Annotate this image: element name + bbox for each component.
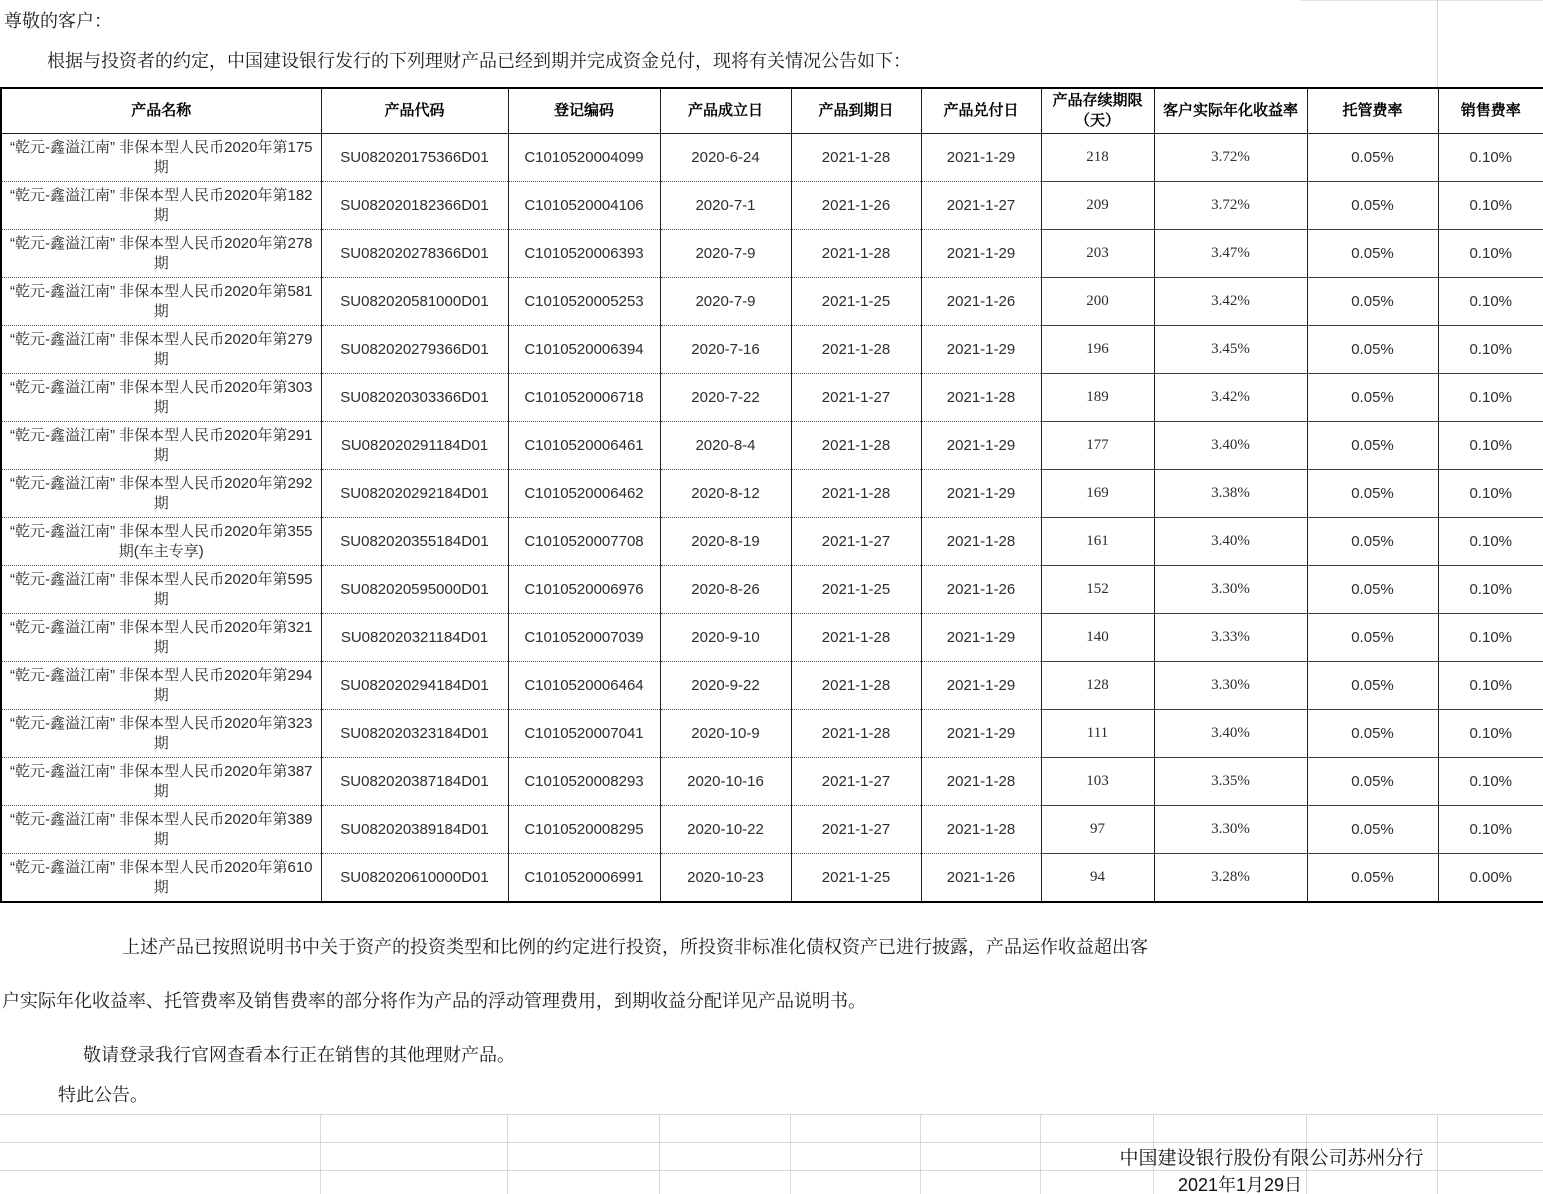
table-cell: 2020-9-22 xyxy=(660,662,791,710)
table-row xyxy=(1,758,1543,806)
table-cell: 0.05% xyxy=(1307,806,1438,854)
table-cell: SU082020321184D01 xyxy=(321,614,508,662)
table-cell: 0.05% xyxy=(1307,470,1438,518)
table-cell: 0.10% xyxy=(1438,614,1543,662)
table-row xyxy=(1,710,1543,758)
table-cell: 2020-7-1 xyxy=(660,182,791,230)
table-cell: 218 xyxy=(1041,134,1154,182)
table-cell: 169 xyxy=(1041,470,1154,518)
top-gridline xyxy=(1300,0,1543,1)
table-cell: 0.05% xyxy=(1307,326,1438,374)
table-cell: “乾元-鑫溢江南” 非保本型人民币2020年第389期 xyxy=(1,806,321,854)
table-cell: 0.05% xyxy=(1307,278,1438,326)
table-cell: 2021-1-28 xyxy=(791,470,921,518)
table-cell: 3.72% xyxy=(1154,134,1307,182)
table-cell: C1010520008293 xyxy=(508,758,660,806)
table-cell: 2021-1-26 xyxy=(921,278,1041,326)
table-cell: 3.72% xyxy=(1154,182,1307,230)
table-cell: C1010520007708 xyxy=(508,518,660,566)
table-cell: 2021-1-28 xyxy=(921,374,1041,422)
table-cell: C1010520006991 xyxy=(508,854,660,903)
table-cell: 0.10% xyxy=(1438,374,1543,422)
column-header: 产品到期日 xyxy=(791,88,921,134)
table-cell: 2020-7-16 xyxy=(660,326,791,374)
column-header: 登记编码 xyxy=(508,88,660,134)
note-line-3: 敬请登录我行官网查看本行正在销售的其他理财产品。 xyxy=(83,1045,515,1065)
table-cell: 2021-1-25 xyxy=(791,278,921,326)
table-cell: 0.10% xyxy=(1438,134,1543,182)
table-cell: 0.05% xyxy=(1307,422,1438,470)
table-cell: SU082020291184D01 xyxy=(321,422,508,470)
table-cell: 2021-1-28 xyxy=(791,326,921,374)
bottom-gridline xyxy=(920,1114,921,1194)
table-cell: 2021-1-26 xyxy=(791,182,921,230)
bottom-gridline xyxy=(790,1114,791,1194)
table-cell: C1010520006394 xyxy=(508,326,660,374)
table-cell: 2020-9-10 xyxy=(660,614,791,662)
table-cell: C1010520008295 xyxy=(508,806,660,854)
table-row xyxy=(1,614,1543,662)
bottom-gridline xyxy=(659,1114,660,1194)
intro-text: 根据与投资者的约定，中国建设银行发行的下列理财产品已经到期并完成资金兑付，现将有关情况公告如下： xyxy=(47,51,911,71)
issuer-signature: 中国建设银行股份有限公司苏州分行 xyxy=(1119,1148,1424,1169)
table-cell: 161 xyxy=(1041,518,1154,566)
table-cell: 2021-1-25 xyxy=(791,854,921,903)
table-cell: 0.10% xyxy=(1438,278,1543,326)
table-cell: 2020-10-9 xyxy=(660,710,791,758)
note-line-1: 上述产品已按照说明书中关于资产的投资类型和比例的约定进行投资，所投资非标准化债权资产已进行披露，产品运作收益超出客 xyxy=(122,937,1148,957)
table-cell: 103 xyxy=(1041,758,1154,806)
table-cell: “乾元-鑫溢江南” 非保本型人民币2020年第279期 xyxy=(1,326,321,374)
table-cell: 2021-1-27 xyxy=(921,182,1041,230)
column-header: 托管费率 xyxy=(1307,88,1438,134)
table-cell: C1010520007041 xyxy=(508,710,660,758)
table-cell: 2021-1-28 xyxy=(791,134,921,182)
table-cell: “乾元-鑫溢江南” 非保本型人民币2020年第175期 xyxy=(1,134,321,182)
table-cell: 0.05% xyxy=(1307,230,1438,278)
table-cell: 3.42% xyxy=(1154,374,1307,422)
table-cell: 0.05% xyxy=(1307,758,1438,806)
table-row xyxy=(1,182,1543,230)
table-cell: “乾元-鑫溢江南” 非保本型人民币2020年第303期 xyxy=(1,374,321,422)
table-cell: 2021-1-27 xyxy=(791,758,921,806)
note-line-4: 特此公告。 xyxy=(58,1085,148,1105)
table-row xyxy=(1,278,1543,326)
table-cell: 2021-1-26 xyxy=(921,566,1041,614)
table-row xyxy=(1,470,1543,518)
table-cell: 2021-1-27 xyxy=(791,806,921,854)
table-cell: 0.10% xyxy=(1438,806,1543,854)
table-cell: SU082020323184D01 xyxy=(321,710,508,758)
table-cell: 2021-1-28 xyxy=(791,230,921,278)
table-cell: 2020-10-16 xyxy=(660,758,791,806)
table-cell: “乾元-鑫溢江南” 非保本型人民币2020年第294期 xyxy=(1,662,321,710)
announcement-date: 2021年1月29日 xyxy=(1177,1175,1303,1194)
table-cell: 2021-1-29 xyxy=(921,614,1041,662)
table-cell: 3.38% xyxy=(1154,470,1307,518)
table-cell: 200 xyxy=(1041,278,1154,326)
table-row xyxy=(1,374,1543,422)
table-header-row xyxy=(1,88,1543,134)
table-row xyxy=(1,854,1543,903)
table-cell: 2021-1-29 xyxy=(921,662,1041,710)
table-cell: 3.45% xyxy=(1154,326,1307,374)
table-cell: “乾元-鑫溢江南” 非保本型人民币2020年第595期 xyxy=(1,566,321,614)
table-cell: 196 xyxy=(1041,326,1154,374)
bottom-gridline xyxy=(320,1114,321,1194)
table-cell: 2020-8-4 xyxy=(660,422,791,470)
table-cell: 2021-1-28 xyxy=(791,614,921,662)
table-row xyxy=(1,518,1543,566)
table-cell: 3.30% xyxy=(1154,566,1307,614)
greeting-text: 尊敬的客户： xyxy=(4,11,112,31)
table-cell: 0.10% xyxy=(1438,182,1543,230)
table-cell: 111 xyxy=(1041,710,1154,758)
table-cell: SU082020595000D01 xyxy=(321,566,508,614)
table-row xyxy=(1,326,1543,374)
table-cell: SU082020303366D01 xyxy=(321,374,508,422)
table-cell: 2021-1-28 xyxy=(791,662,921,710)
table-cell: SU082020175366D01 xyxy=(321,134,508,182)
table-cell: C1010520006461 xyxy=(508,422,660,470)
bottom-gridline xyxy=(507,1114,508,1194)
table-cell: 0.05% xyxy=(1307,566,1438,614)
table-cell: SU082020182366D01 xyxy=(321,182,508,230)
table-cell: SU082020294184D01 xyxy=(321,662,508,710)
table-cell: 0.10% xyxy=(1438,470,1543,518)
table-cell: 0.05% xyxy=(1307,374,1438,422)
table-cell: 2021-1-29 xyxy=(921,326,1041,374)
table-cell: 3.40% xyxy=(1154,710,1307,758)
table-row xyxy=(1,806,1543,854)
table-cell: 3.30% xyxy=(1154,806,1307,854)
table-cell: C1010520006393 xyxy=(508,230,660,278)
table-cell: C1010520006462 xyxy=(508,470,660,518)
table-row xyxy=(1,422,1543,470)
table-row xyxy=(1,230,1543,278)
products-table xyxy=(0,87,1543,903)
table-cell: 2021-1-25 xyxy=(791,566,921,614)
table-cell: 0.10% xyxy=(1438,662,1543,710)
column-header: 产品名称 xyxy=(1,88,321,134)
table-cell: 177 xyxy=(1041,422,1154,470)
table-cell: SU082020279366D01 xyxy=(321,326,508,374)
table-cell: 3.40% xyxy=(1154,518,1307,566)
table-cell: 0.05% xyxy=(1307,662,1438,710)
note-line-2: 户实际年化收益率、托管费率及销售费率的部分将作为产品的浮动管理费用，到期收益分配详见产品说明书。 xyxy=(2,991,866,1011)
table-cell: 2021-1-27 xyxy=(791,374,921,422)
table-cell: 0.10% xyxy=(1438,566,1543,614)
table-cell: 3.33% xyxy=(1154,614,1307,662)
table-cell: “乾元-鑫溢江南” 非保本型人民币2020年第291期 xyxy=(1,422,321,470)
column-header: 产品存续期限（天） xyxy=(1041,88,1154,134)
bottom-gridline xyxy=(0,1114,1543,1115)
table-cell: C1010520005253 xyxy=(508,278,660,326)
table-cell: SU082020610000D01 xyxy=(321,854,508,903)
table-cell: SU082020292184D01 xyxy=(321,470,508,518)
table-cell: “乾元-鑫溢江南” 非保本型人民币2020年第355期(车主专享) xyxy=(1,518,321,566)
table-cell: 0.05% xyxy=(1307,134,1438,182)
table-cell: “乾元-鑫溢江南” 非保本型人民币2020年第581期 xyxy=(1,278,321,326)
table-cell: 2021-1-28 xyxy=(921,806,1041,854)
table-cell: C1010520006718 xyxy=(508,374,660,422)
column-header: 产品代码 xyxy=(321,88,508,134)
table-cell: 3.47% xyxy=(1154,230,1307,278)
table-cell: 0.10% xyxy=(1438,758,1543,806)
table-cell: 189 xyxy=(1041,374,1154,422)
table-cell: 2021-1-29 xyxy=(921,422,1041,470)
table-cell: 2020-6-24 xyxy=(660,134,791,182)
table-cell: 2021-1-29 xyxy=(921,470,1041,518)
table-cell: 3.42% xyxy=(1154,278,1307,326)
table-cell: SU082020387184D01 xyxy=(321,758,508,806)
table-row xyxy=(1,662,1543,710)
table-cell: 2021-1-29 xyxy=(921,710,1041,758)
table-cell: 2020-8-12 xyxy=(660,470,791,518)
table-cell: 2021-1-28 xyxy=(921,518,1041,566)
table-cell: 0.05% xyxy=(1307,518,1438,566)
column-header: 产品成立日 xyxy=(660,88,791,134)
table-cell: 2021-1-28 xyxy=(791,710,921,758)
table-cell: C1010520006464 xyxy=(508,662,660,710)
table-cell: 2020-8-26 xyxy=(660,566,791,614)
table-cell: 0.10% xyxy=(1438,710,1543,758)
table-cell: 140 xyxy=(1041,614,1154,662)
table-cell: 94 xyxy=(1041,854,1154,903)
table-cell: 2021-1-28 xyxy=(791,422,921,470)
table-cell: 2021-1-29 xyxy=(921,230,1041,278)
table-cell: 3.30% xyxy=(1154,662,1307,710)
table-cell: 0.00% xyxy=(1438,854,1543,903)
table-cell: 2020-10-23 xyxy=(660,854,791,903)
table-cell: 2020-7-22 xyxy=(660,374,791,422)
table-cell: “乾元-鑫溢江南” 非保本型人民币2020年第292期 xyxy=(1,470,321,518)
table-cell: 2020-8-19 xyxy=(660,518,791,566)
table-cell: “乾元-鑫溢江南” 非保本型人民币2020年第323期 xyxy=(1,710,321,758)
table-cell: 0.10% xyxy=(1438,326,1543,374)
column-header: 销售费率 xyxy=(1438,88,1543,134)
column-header: 产品兑付日 xyxy=(921,88,1041,134)
table-cell: 0.10% xyxy=(1438,230,1543,278)
table-cell: “乾元-鑫溢江南” 非保本型人民币2020年第182期 xyxy=(1,182,321,230)
table-cell: SU082020355184D01 xyxy=(321,518,508,566)
table-cell: SU082020389184D01 xyxy=(321,806,508,854)
table-cell: SU082020581000D01 xyxy=(321,278,508,326)
table-cell: “乾元-鑫溢江南” 非保本型人民币2020年第321期 xyxy=(1,614,321,662)
table-cell: 2020-7-9 xyxy=(660,278,791,326)
table-cell: 0.10% xyxy=(1438,422,1543,470)
table-cell: “乾元-鑫溢江南” 非保本型人民币2020年第387期 xyxy=(1,758,321,806)
table-cell: 2021-1-28 xyxy=(921,758,1041,806)
table-cell: 3.35% xyxy=(1154,758,1307,806)
table-cell: 209 xyxy=(1041,182,1154,230)
table-cell: 2021-1-29 xyxy=(921,134,1041,182)
table-cell: C1010520006976 xyxy=(508,566,660,614)
table-cell: 203 xyxy=(1041,230,1154,278)
header-row xyxy=(1,88,1543,134)
table-cell: C1010520004106 xyxy=(508,182,660,230)
table-cell: 0.10% xyxy=(1438,518,1543,566)
table-row xyxy=(1,566,1543,614)
table-cell: 2020-7-9 xyxy=(660,230,791,278)
table-cell: 128 xyxy=(1041,662,1154,710)
table-cell: 0.05% xyxy=(1307,182,1438,230)
table-cell: 3.40% xyxy=(1154,422,1307,470)
table-cell: 2020-10-22 xyxy=(660,806,791,854)
table-cell: C1010520007039 xyxy=(508,614,660,662)
table-cell: 2021-1-27 xyxy=(791,518,921,566)
table-cell: “乾元-鑫溢江南” 非保本型人民币2020年第610期 xyxy=(1,854,321,903)
top-right-gridline xyxy=(1437,0,1438,87)
table-cell: 3.28% xyxy=(1154,854,1307,903)
table-cell: 0.05% xyxy=(1307,854,1438,903)
table-cell: 0.05% xyxy=(1307,710,1438,758)
column-header: 客户实际年化收益率 xyxy=(1154,88,1307,134)
table-cell: 2021-1-26 xyxy=(921,854,1041,903)
table-row xyxy=(1,134,1543,182)
table-cell: SU082020278366D01 xyxy=(321,230,508,278)
table-body xyxy=(1,134,1543,903)
table-cell: 97 xyxy=(1041,806,1154,854)
table-cell: 0.05% xyxy=(1307,614,1438,662)
table-cell: “乾元-鑫溢江南” 非保本型人民币2020年第278期 xyxy=(1,230,321,278)
table-cell: 152 xyxy=(1041,566,1154,614)
table-cell: C1010520004099 xyxy=(508,134,660,182)
